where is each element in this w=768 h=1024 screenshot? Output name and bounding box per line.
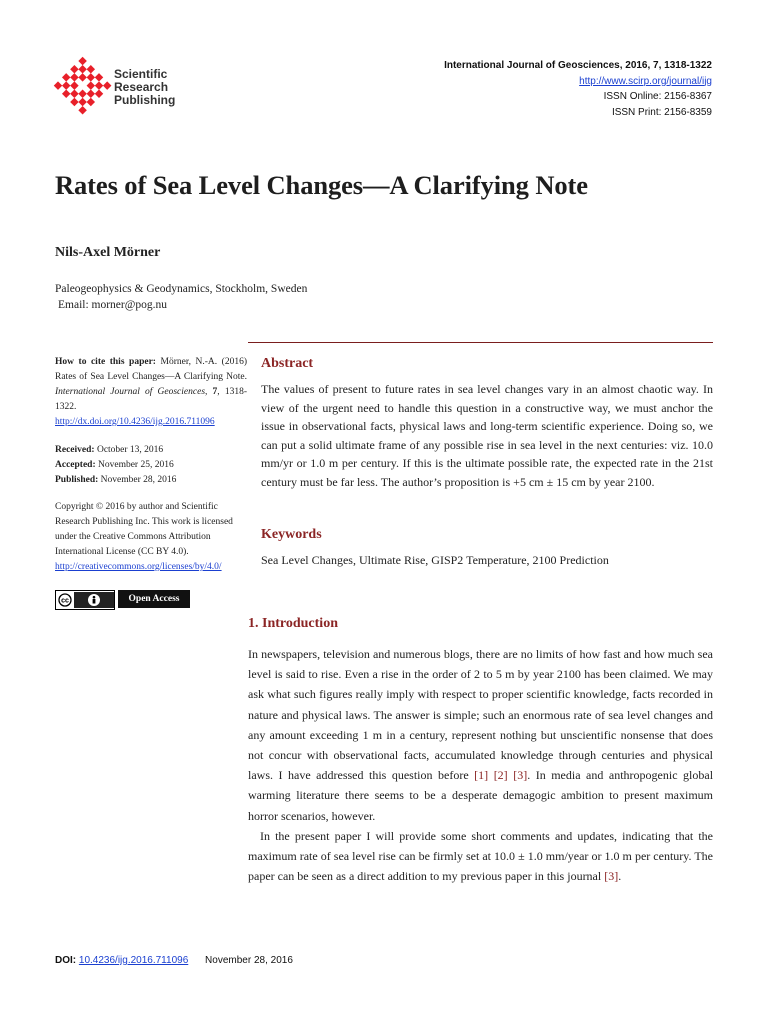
logo-square: [87, 90, 95, 98]
logo-square: [78, 90, 86, 98]
logo-square: [87, 65, 95, 73]
footer-doi-link[interactable]: 10.4236/ijg.2016.711096: [78, 955, 189, 966]
cc-by-badge[interactable]: [55, 590, 115, 610]
citation-block: [55, 355, 247, 430]
keywords-body: Sea Level Changes, Ultimate Rise, GISP2 Temperature, 2100 Prediction: [261, 553, 609, 567]
citation-label: How to cite this paper:: [55, 357, 156, 367]
citation-volume: 7: [212, 387, 218, 397]
logo-square: [95, 73, 103, 81]
logo-square: [95, 90, 103, 98]
accepted-date: November 25, 2016: [95, 460, 174, 470]
keywords-heading: Keywords: [261, 527, 322, 542]
intro-p1-text-a: In newspapers, television and numerous blogs, there are no limits of how fast and how much sea level is said to rise. Even a rise in the order of 2 to 5 m by year 2100 has been claimed. We may ask what such figures really imply with respect to proper scientific knowledge, facts recorded in nature and physical laws. The answer is simple; such an enormous rate of sea level changes and any amount exceeding 1 m in a century, represent nothing but unscientific nonsense that does not concur with observational facts, accumulated knowledge through centuries and physical laws. I have addressed this question before: [248, 647, 713, 783]
citation-text-a: Mörner, N.-A. (2016) Rates of Sea Level Changes—A Clarifying Note.: [55, 357, 247, 382]
logo-square: [103, 81, 111, 89]
accepted-label: Accepted:: [55, 460, 96, 470]
citation-doi-link[interactable]: http://dx.doi.org/10.4236/ijg.2016.711096: [55, 417, 215, 427]
by-icon: [74, 592, 114, 608]
page-footer: [55, 955, 293, 966]
logo-square: [62, 81, 70, 89]
logo-square: [87, 73, 95, 81]
publisher-logo-icon: [52, 55, 114, 117]
published-date: November 28, 2016: [98, 475, 177, 485]
reference-link-4[interactable]: [3]: [604, 869, 619, 884]
dates-block: [55, 443, 247, 488]
logo-square: [70, 98, 78, 106]
author-email: Email: morner@pog.nu: [58, 299, 167, 311]
logo-square: [78, 57, 86, 65]
logo-square: [70, 65, 78, 73]
publisher-name-line2: Research: [114, 80, 169, 94]
journal-name: International Journal of Geosciences, 2016, 7, 1318-1322: [444, 60, 712, 71]
logo-square: [62, 73, 70, 81]
logo-square: [78, 73, 86, 81]
abstract-body: The values of present to future rates in sea level changes vary in an almost chaotic way. In view of the urgent need to handle this question in a constructive way, we must anchor the issue in observational facts, physical laws and long-term scientific experience. Doing so, we can put a solid ultimate frame of any possible rise in sea level in the next centuries: viz. 10.0 mm/yr or 1.0 m per century. If this is the ultimate possible rate, the expected rate in the 21st century must be far less. The author’s proposition is +5 cm ± 15 cm by year 2100.: [261, 382, 713, 489]
publisher-name-line3: Publishing: [114, 93, 176, 107]
logo-square: [78, 65, 86, 73]
published-label: Published:: [55, 475, 99, 485]
footer-date: November 28, 2016: [205, 955, 293, 966]
received-label: Received:: [55, 445, 95, 455]
section-divider: [248, 342, 713, 343]
intro-p2-text-b: .: [618, 869, 622, 884]
issn-online: ISSN Online: 2156-8367: [603, 91, 712, 102]
copyright-text: Copyright © 2016 by author and Scientific Research Publishing Inc. This work is licensed under the Creative Commons Attribution International License (CC BY 4.0).: [55, 502, 233, 557]
logo-square: [78, 106, 86, 114]
introduction-body: [248, 644, 713, 886]
journal-info: [444, 58, 712, 120]
citation-journal: International Journal of Geosciences: [55, 387, 206, 397]
journal-url-link[interactable]: http://www.scirp.org/journal/ijg: [579, 75, 712, 87]
logo-square: [54, 81, 62, 89]
logo-square: [70, 81, 78, 89]
logo-square: [70, 90, 78, 98]
publisher-name: [114, 68, 175, 107]
reference-link-2[interactable]: [2]: [493, 768, 508, 783]
author-affiliation: Paleogeophysics & Geodynamics, Stockholm, Sweden: [55, 283, 308, 295]
license-link[interactable]: http://creativecommons.org/licenses/by/4.0/: [55, 562, 222, 572]
received-date: October 13, 2016: [94, 445, 164, 455]
footer-doi-label: DOI:: [55, 955, 77, 966]
issn-print: ISSN Print: 2156-8359: [611, 106, 712, 118]
logo-square: [62, 90, 70, 98]
open-access-badge[interactable]: Open Access: [118, 590, 190, 608]
abstract-heading: Abstract: [261, 356, 314, 371]
publisher-name-line1: Scientific: [114, 67, 168, 81]
intro-paragraph-2: [248, 826, 713, 887]
introduction-heading: 1. Introduction: [248, 616, 338, 631]
logo-square: [95, 81, 103, 89]
author-name: Nils-Axel Mörner: [55, 245, 161, 260]
intro-p1-text-b: . In media and anthropogenic global warming literature there seems to be a desperate demagogic ambition to present maximum horror scenarios, however.: [248, 768, 714, 823]
paper-title: Rates of Sea Level Changes—A Clarifying Note: [55, 170, 588, 200]
intro-paragraph-1: [248, 644, 713, 826]
logo-square: [87, 98, 95, 106]
reference-link-1[interactable]: [1]: [474, 768, 489, 783]
cc-icon: [56, 592, 74, 608]
reference-link-3[interactable]: [3]: [513, 768, 528, 783]
copyright-block: [55, 500, 247, 575]
logo-square: [70, 73, 78, 81]
svg-text:cc: cc: [61, 597, 69, 605]
logo-square: [87, 81, 95, 89]
citation-text-c: , 1318-1322.: [55, 387, 247, 412]
citation-text-b: ,: [205, 387, 213, 397]
intro-p2-text-a: In the present paper I will provide some short comments and updates, indicating that the maximum rate of sea level rise can be firmly set at 10.0 ± 1.0 mm/year or 1.0 m per century. The paper can be seen as a direct addition to my previous paper in this journal: [248, 828, 713, 884]
logo-square: [78, 98, 86, 106]
